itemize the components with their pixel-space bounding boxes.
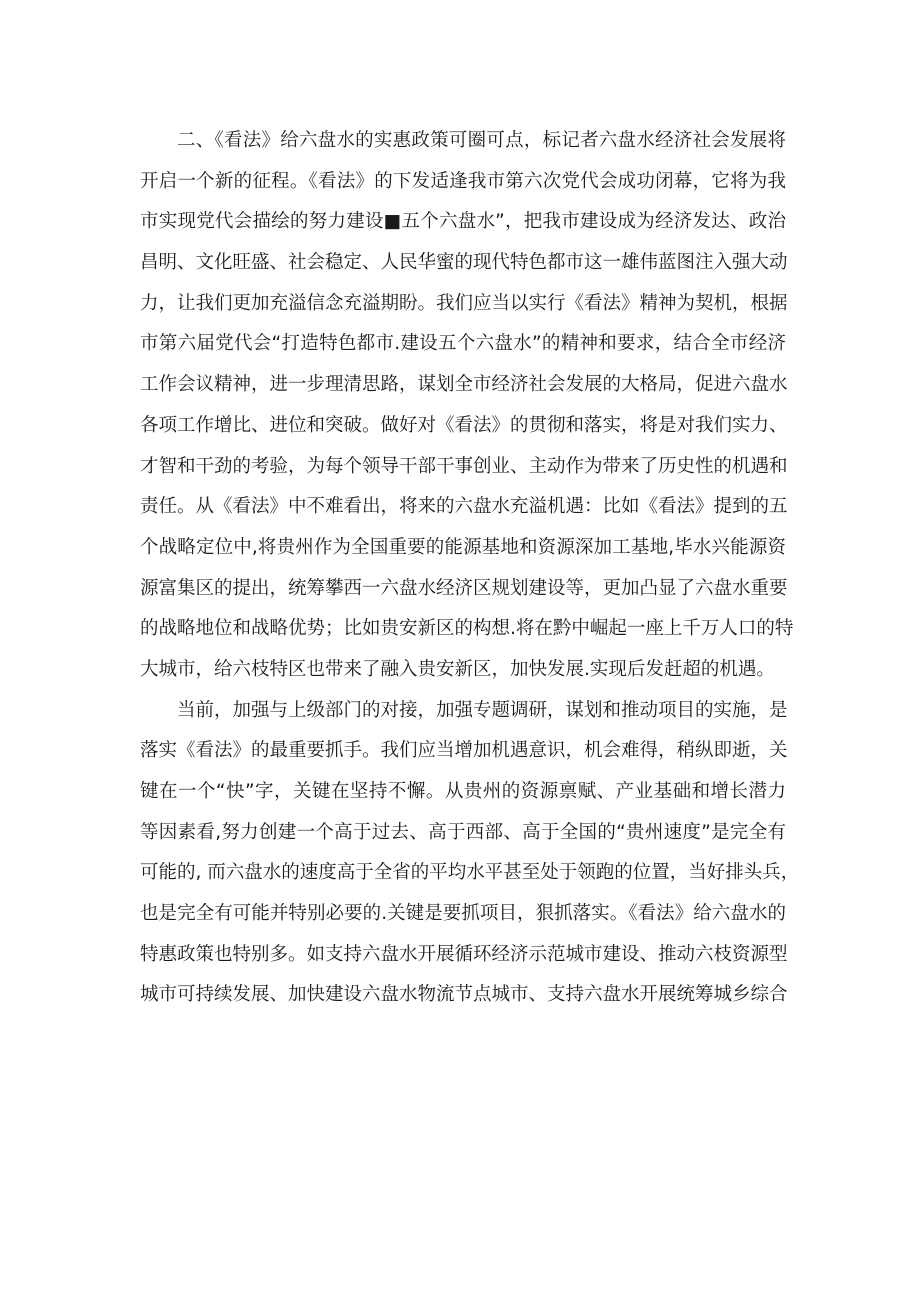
paragraph-line: 才智和干劲的考验，为每个领导干部干事创业、主动作为带来了历史性的机遇和	[140, 455, 788, 477]
paragraph-line: 源富集区的提出，统筹攀西一六盘水经济区规划建设等，更加凸显了六盘水重要	[140, 577, 788, 599]
paragraph-line: 二、《看法》给六盘水的实惠政策可圈可点，标记者六盘水经济社会发展将	[177, 130, 786, 151]
paragraph-line: 力，让我们更加充溢信念充溢期盼。我们应当以实行《看法》精神为契机，根据	[140, 292, 788, 314]
paragraph-1	[140, 121, 794, 691]
paragraph-line: 昌明、文化旺盛、社会稳定、人民华蜜的现代特色都市这一雄伟蓝图注入强大动	[140, 252, 788, 274]
paragraph-line: 的战略地位和战略优势；比如贵安新区的构想.将在黔中崛起一座上千万人口的特	[140, 618, 794, 640]
paragraph-line: 开启一个新的征程。《看法》的下发适逢我市第六次党代会成功闭幕，它将为我	[140, 170, 786, 192]
paragraph-line: 键在一个“快”字，关键在坚持不懈。从贵州的资源禀赋、产业基础和增长潜力	[140, 781, 786, 802]
paragraph-line: 也是完全有可能并特别必要的.关键是要抓项目，狠抓落实。《看法》给六盘水的	[140, 903, 786, 925]
document-body	[140, 121, 800, 1016]
paragraph-line: 市实现党代会描绘的努力建设■五个六盘水”，把我市建设成为经济发达、政治	[140, 211, 786, 233]
paragraph-line: 各项工作增比、进位和突破。做好对《看法》的贯彻和落实，将是对我们实力、	[140, 414, 788, 436]
paragraph-line: 特惠政策也特别多。如支持六盘水开展循环经济示范城市建设、推动六枝资源型	[140, 943, 788, 965]
paragraph-line: 等因素看,努力创建一个高于过去、高于西部、高于全国的“贵州速度”是完全有	[140, 821, 786, 843]
paragraph-line: 个战略定位中,将贵州作为全国重要的能源基地和资源深加工基地,毕水兴能源资	[140, 536, 786, 558]
paragraph-line: 可能的, 而六盘水的速度高于全省的平均水平甚至处于领跑的位置，当好排头兵，	[140, 862, 800, 884]
paragraph-2	[140, 691, 800, 1017]
paragraph-line: 当前，加强与上级部门的对接，加强专题调研，谋划和推动项目的实施，是	[177, 699, 788, 721]
paragraph-line: 工作会议精神，进一步理清思路，谋划全市经济社会发展的大格局，促进六盘水	[140, 374, 788, 396]
paragraph-line: 大城市，给六枝特区也带来了融入贵安新区，加快发展.实现后发赶超的机遇。	[140, 658, 775, 680]
paragraph-line: 落实《看法》的最重要抓手。我们应当增加机遇意识，机会难得，稍纵即逝，关	[140, 740, 788, 762]
paragraph-line: 城市可持续发展、加快建设六盘水物流节点城市、支持六盘水开展统筹城乡综合	[140, 984, 788, 1006]
paragraph-line: 责任。从《看法》中不难看出，将来的六盘水充溢机遇：比如《看法》提到的五	[140, 496, 788, 518]
paragraph-line: 市第六届党代会“打造特色都市.建设五个六盘水”的精神和要求，结合全市经济	[140, 333, 786, 355]
